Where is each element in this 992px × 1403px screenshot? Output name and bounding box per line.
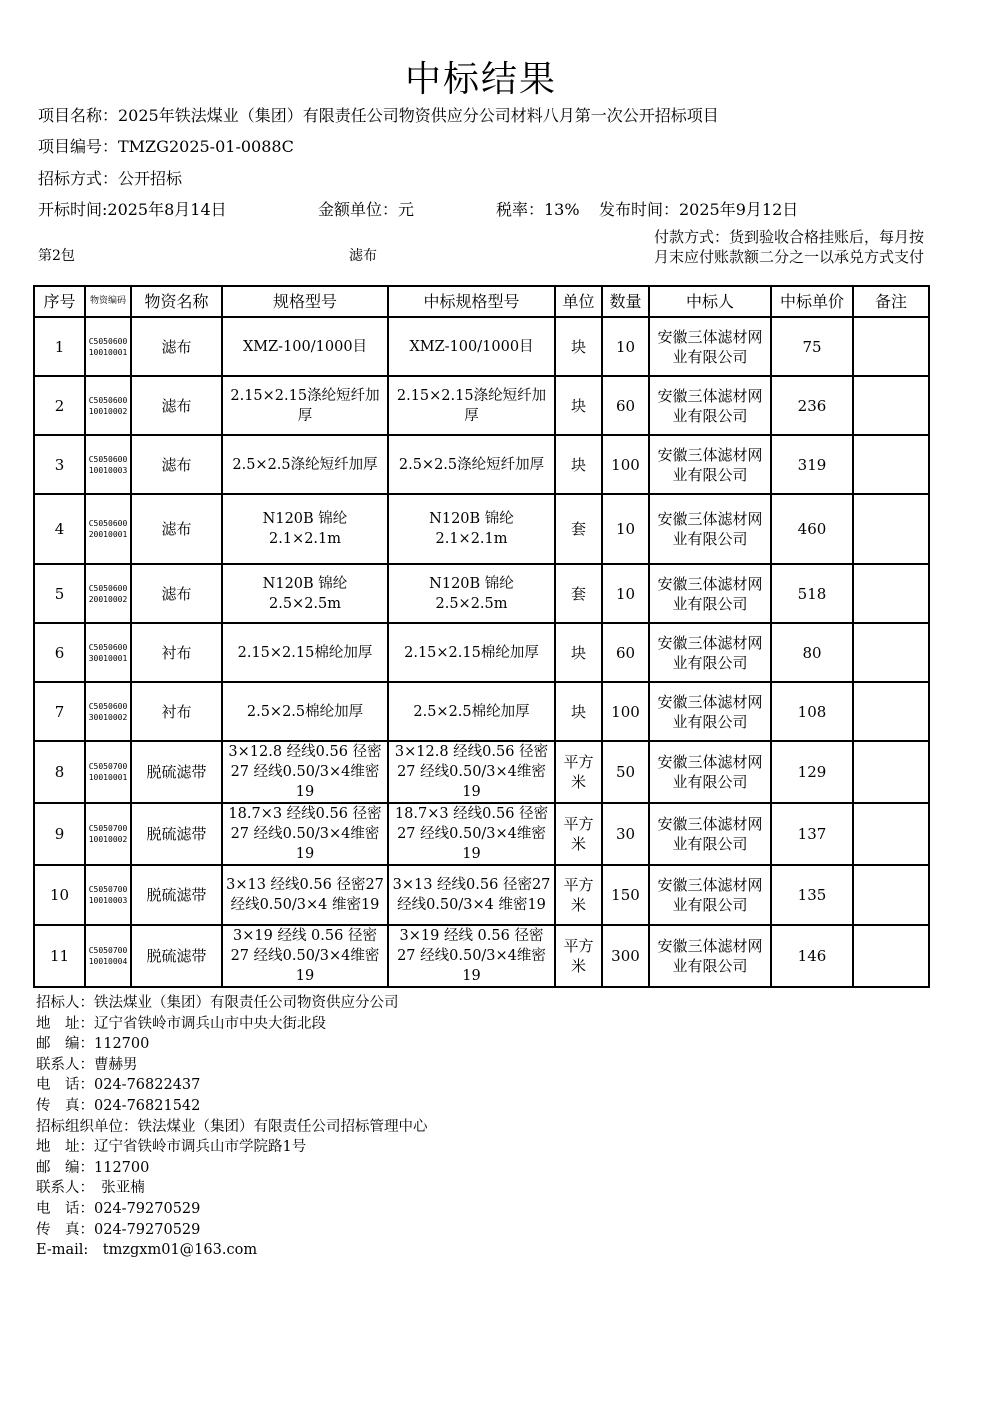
cell-spec: N120B 锦纶 2.5×2.5m bbox=[222, 564, 388, 623]
cell-winner: 安徽三体滤材网业有限公司 bbox=[649, 803, 771, 865]
table-row bbox=[34, 803, 929, 865]
table-row bbox=[34, 435, 929, 494]
agency-postcode: 邮 编：112700 bbox=[36, 1159, 150, 1176]
cell-winner: 安徽三体滤材网业有限公司 bbox=[649, 376, 771, 435]
tenderee: 招标人：铁法煤业（集团）有限责任公司物资供应分公司 bbox=[36, 995, 399, 1011]
cell-winner: 安徽三体滤材网业有限公司 bbox=[649, 564, 771, 623]
cell-note bbox=[853, 803, 929, 865]
cell-code: C5050700 10010001 bbox=[85, 741, 131, 803]
tenderee-address: 地 址：辽宁省铁岭市调兵山市中央大街北段 bbox=[36, 1015, 326, 1032]
cell-note bbox=[853, 682, 929, 741]
cell-code: C5050600 30010002 bbox=[85, 682, 131, 741]
cell-code: C5050700 10010003 bbox=[85, 865, 131, 925]
cell-no: 6 bbox=[34, 623, 85, 682]
cell-qty: 100 bbox=[602, 682, 649, 741]
cell-qty: 30 bbox=[602, 803, 649, 865]
header-code: 物资编码 bbox=[85, 286, 131, 317]
table-row bbox=[34, 925, 929, 987]
cell-note bbox=[853, 865, 929, 925]
cell-qty: 100 bbox=[602, 435, 649, 494]
cell-price: 518 bbox=[771, 564, 853, 623]
publish-time: 发布时间：2025年9月12日 bbox=[599, 200, 799, 219]
cell-price: 236 bbox=[771, 376, 853, 435]
cell-win-spec: N120B 锦纶 2.5×2.5m bbox=[388, 564, 555, 623]
cell-spec: 2.5×2.5涤纶短纤加厚 bbox=[222, 435, 388, 494]
table-row bbox=[34, 865, 929, 925]
cell-win-spec: 18.7×3 经线0.56 径密27 经线0.50/3×4维密19 bbox=[388, 803, 555, 865]
cell-spec: 3×12.8 经线0.56 径密27 经线0.50/3×4维密19 bbox=[222, 741, 388, 803]
contact-footer bbox=[36, 993, 428, 1261]
cell-note bbox=[853, 435, 929, 494]
cell-no: 9 bbox=[34, 803, 85, 865]
cell-winner: 安徽三体滤材网业有限公司 bbox=[649, 317, 771, 376]
cell-unit: 平方米 bbox=[555, 803, 602, 865]
header-note: 备注 bbox=[853, 286, 929, 317]
cell-winner: 安徽三体滤材网业有限公司 bbox=[649, 925, 771, 987]
cell-price: 129 bbox=[771, 741, 853, 803]
agency-fax: 传 真：024-79270529 bbox=[36, 1221, 201, 1238]
header-winner: 中标人 bbox=[649, 286, 771, 317]
cell-code: C5050600 10010003 bbox=[85, 435, 131, 494]
cell-no: 8 bbox=[34, 741, 85, 803]
cell-code: C5050700 10010004 bbox=[85, 925, 131, 987]
cell-code: C5050600 30010001 bbox=[85, 623, 131, 682]
cell-spec: XMZ-100/1000目 bbox=[222, 317, 388, 376]
header-unit: 单位 bbox=[555, 286, 602, 317]
cell-unit: 平方米 bbox=[555, 865, 602, 925]
table-row bbox=[34, 494, 929, 564]
cell-spec: 3×13 经线0.56 径密27 经线0.50/3×4 维密19 bbox=[222, 865, 388, 925]
table-row bbox=[34, 376, 929, 435]
cell-unit: 块 bbox=[555, 317, 602, 376]
cell-code: C5050600 20010002 bbox=[85, 564, 131, 623]
cell-win-spec: 2.15×2.15涤纶短纤加厚 bbox=[388, 376, 555, 435]
cell-win-spec: 3×13 经线0.56 径密27 经线0.50/3×4 维密19 bbox=[388, 865, 555, 925]
cell-win-spec: 2.5×2.5棉纶加厚 bbox=[388, 682, 555, 741]
cell-price: 75 bbox=[771, 317, 853, 376]
table-header-row bbox=[34, 286, 929, 317]
cell-name: 脱硫滤带 bbox=[131, 803, 222, 865]
cell-note bbox=[853, 925, 929, 987]
cell-spec: 2.15×2.15棉纶加厚 bbox=[222, 623, 388, 682]
tenderee-fax: 传 真：024-76821542 bbox=[36, 1097, 201, 1114]
cell-win-spec: XMZ-100/1000目 bbox=[388, 317, 555, 376]
table-row bbox=[34, 564, 929, 623]
cell-unit: 套 bbox=[555, 494, 602, 564]
cell-note bbox=[853, 317, 929, 376]
agency-contact: 联系人： 张亚楠 bbox=[36, 1180, 145, 1197]
cell-code: C5050600 10010002 bbox=[85, 376, 131, 435]
agency-email: E-mail: tmzgxm01@163.com bbox=[36, 1242, 258, 1259]
tenderee-postcode: 邮 编：112700 bbox=[36, 1036, 150, 1053]
cell-name: 脱硫滤带 bbox=[131, 925, 222, 987]
cell-name: 滤布 bbox=[131, 435, 222, 494]
cell-name: 滤布 bbox=[131, 376, 222, 435]
cell-win-spec: 2.5×2.5涤纶短纤加厚 bbox=[388, 435, 555, 494]
cell-spec: 3×19 经线 0.56 径密27 经线0.50/3×4维密19 bbox=[222, 925, 388, 987]
cell-no: 10 bbox=[34, 865, 85, 925]
bid-method: 招标方式：公开招标 bbox=[38, 169, 183, 188]
cell-price: 135 bbox=[771, 865, 853, 925]
cell-price: 108 bbox=[771, 682, 853, 741]
header-price: 中标单价 bbox=[771, 286, 853, 317]
cell-unit: 块 bbox=[555, 623, 602, 682]
header-win-spec: 中标规格型号 bbox=[388, 286, 555, 317]
cell-qty: 50 bbox=[602, 741, 649, 803]
header-no: 序号 bbox=[34, 286, 85, 317]
cell-no: 5 bbox=[34, 564, 85, 623]
package-name: 滤布 bbox=[349, 248, 377, 264]
cell-win-spec: 2.15×2.15棉纶加厚 bbox=[388, 623, 555, 682]
cell-name: 滤布 bbox=[131, 317, 222, 376]
cell-unit: 块 bbox=[555, 435, 602, 494]
cell-no: 4 bbox=[34, 494, 85, 564]
cell-name: 滤布 bbox=[131, 564, 222, 623]
cell-no: 3 bbox=[34, 435, 85, 494]
cell-name: 滤布 bbox=[131, 494, 222, 564]
cell-win-spec: 3×12.8 经线0.56 径密27 经线0.50/3×4维密19 bbox=[388, 741, 555, 803]
cell-spec: N120B 锦纶 2.1×2.1m bbox=[222, 494, 388, 564]
cell-qty: 300 bbox=[602, 925, 649, 987]
cell-spec: 18.7×3 经线0.56 径密27 经线0.50/3×4维密19 bbox=[222, 803, 388, 865]
cell-note bbox=[853, 564, 929, 623]
cell-winner: 安徽三体滤材网业有限公司 bbox=[649, 494, 771, 564]
project-name: 项目名称：2025年铁法煤业（集团）有限责任公司物资供应分公司材料八月第一次公开招标项目 bbox=[38, 106, 719, 125]
table-row bbox=[34, 682, 929, 741]
open-time: 开标时间:2025年8月14日 bbox=[38, 200, 227, 219]
agency: 招标组织单位：铁法煤业（集团）有限责任公司招标管理中心 bbox=[36, 1118, 428, 1135]
payment-terms: 付款方式：货到验收合格挂账后，每月按月末应付账款额二分之一以承兑方式支付 bbox=[654, 228, 925, 266]
tenderee-phone: 电 话：024-76822437 bbox=[36, 1077, 201, 1094]
cell-spec: 2.5×2.5棉纶加厚 bbox=[222, 682, 388, 741]
cell-qty: 150 bbox=[602, 865, 649, 925]
table-row bbox=[34, 741, 929, 803]
header-name: 物资名称 bbox=[131, 286, 222, 317]
award-table bbox=[33, 285, 930, 988]
header-qty: 数量 bbox=[602, 286, 649, 317]
agency-address: 地 址：辽宁省铁岭市调兵山市学院路1号 bbox=[36, 1139, 307, 1156]
cell-win-spec: N120B 锦纶 2.1×2.1m bbox=[388, 494, 555, 564]
currency-unit: 金额单位：元 bbox=[318, 200, 415, 219]
package-number: 第2包 bbox=[38, 248, 75, 264]
cell-note bbox=[853, 494, 929, 564]
tax-rate: 税率：13% bbox=[496, 200, 580, 219]
page-title: 中标结果 bbox=[404, 59, 557, 100]
cell-name: 衬布 bbox=[131, 623, 222, 682]
cell-note bbox=[853, 741, 929, 803]
cell-unit: 块 bbox=[555, 376, 602, 435]
cell-note bbox=[853, 376, 929, 435]
cell-winner: 安徽三体滤材网业有限公司 bbox=[649, 741, 771, 803]
cell-spec: 2.15×2.15涤纶短纤加厚 bbox=[222, 376, 388, 435]
cell-unit: 平方米 bbox=[555, 741, 602, 803]
cell-unit: 平方米 bbox=[555, 925, 602, 987]
cell-price: 460 bbox=[771, 494, 853, 564]
cell-winner: 安徽三体滤材网业有限公司 bbox=[649, 623, 771, 682]
table-row bbox=[34, 317, 929, 376]
cell-price: 80 bbox=[771, 623, 853, 682]
cell-winner: 安徽三体滤材网业有限公司 bbox=[649, 435, 771, 494]
cell-qty: 60 bbox=[602, 376, 649, 435]
cell-code: C5050600 20010001 bbox=[85, 494, 131, 564]
cell-no: 1 bbox=[34, 317, 85, 376]
cell-winner: 安徽三体滤材网业有限公司 bbox=[649, 865, 771, 925]
cell-note bbox=[853, 623, 929, 682]
cell-unit: 块 bbox=[555, 682, 602, 741]
agency-phone: 电 话：024-79270529 bbox=[36, 1200, 201, 1217]
table-row bbox=[34, 623, 929, 682]
cell-win-spec: 3×19 经线 0.56 径密27 经线0.50/3×4维密19 bbox=[388, 925, 555, 987]
cell-no: 11 bbox=[34, 925, 85, 987]
cell-price: 319 bbox=[771, 435, 853, 494]
cell-name: 脱硫滤带 bbox=[131, 865, 222, 925]
cell-price: 137 bbox=[771, 803, 853, 865]
cell-name: 脱硫滤带 bbox=[131, 741, 222, 803]
cell-no: 2 bbox=[34, 376, 85, 435]
cell-qty: 10 bbox=[602, 494, 649, 564]
cell-qty: 60 bbox=[602, 623, 649, 682]
cell-price: 146 bbox=[771, 925, 853, 987]
header-spec: 规格型号 bbox=[222, 286, 388, 317]
cell-code: C5050600 10010001 bbox=[85, 317, 131, 376]
cell-unit: 套 bbox=[555, 564, 602, 623]
cell-qty: 10 bbox=[602, 564, 649, 623]
cell-qty: 10 bbox=[602, 317, 649, 376]
cell-winner: 安徽三体滤材网业有限公司 bbox=[649, 682, 771, 741]
project-number: 项目编号：TMZG2025-01-0088C bbox=[38, 137, 294, 156]
cell-name: 衬布 bbox=[131, 682, 222, 741]
cell-no: 7 bbox=[34, 682, 85, 741]
cell-code: C5050700 10010002 bbox=[85, 803, 131, 865]
tenderee-contact: 联系人：曹赫男 bbox=[36, 1056, 138, 1073]
